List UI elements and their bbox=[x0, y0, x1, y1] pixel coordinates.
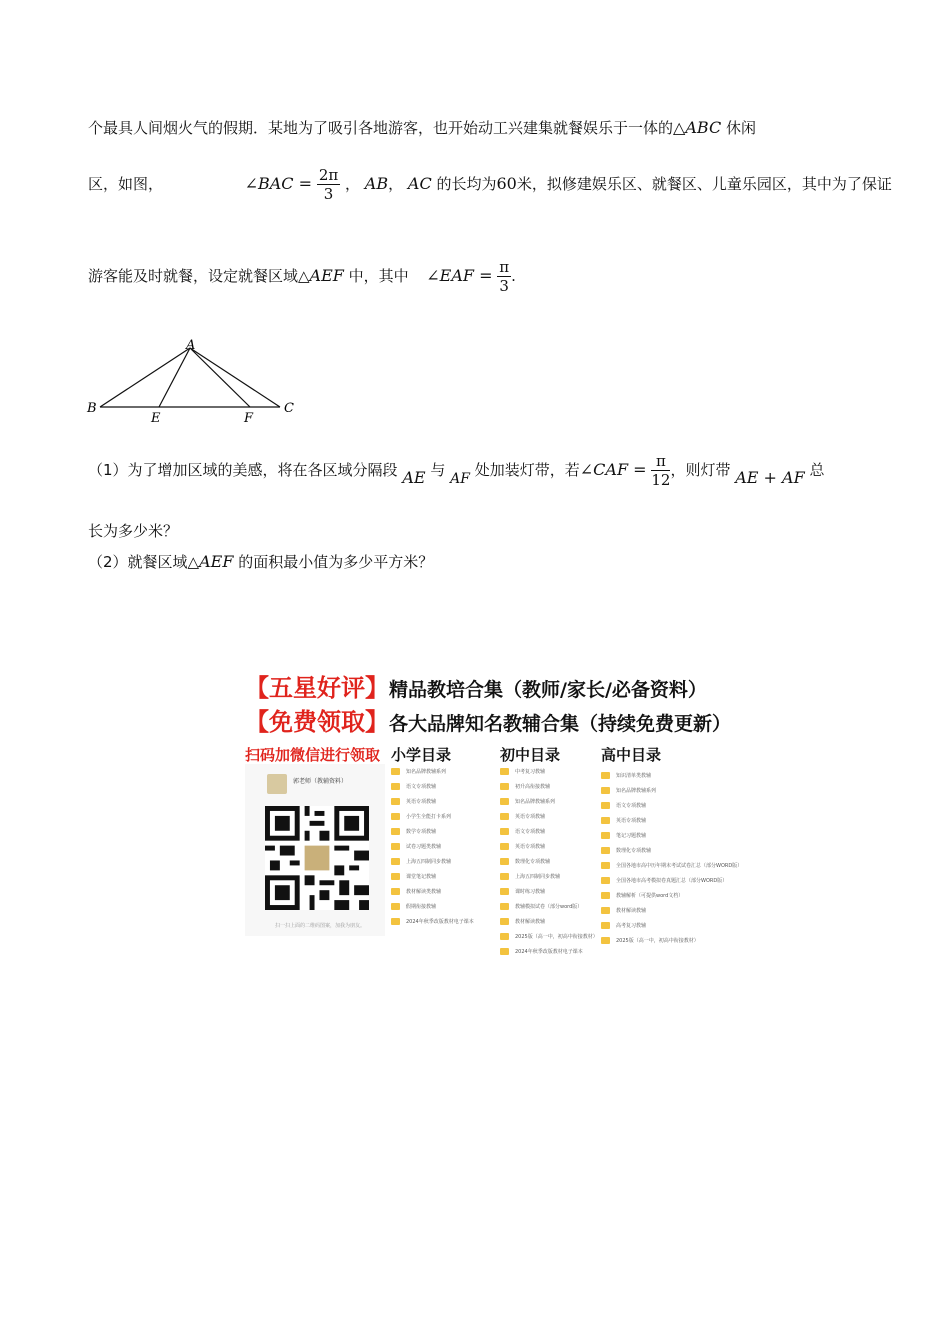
ad-col2-list bbox=[500, 764, 598, 959]
folder-icon bbox=[601, 772, 610, 779]
question-1-continued: 长为多少米？ bbox=[88, 522, 179, 540]
fraction-2pi-3: $\frac{2\pi}{3}$ bbox=[318, 166, 339, 203]
folder-item[interactable]: 教辅模拟试卷（部分word版） bbox=[500, 899, 595, 914]
folder-icon bbox=[500, 813, 509, 820]
folder-icon bbox=[391, 858, 400, 865]
folder-item[interactable]: 知名品牌教辅系列 bbox=[500, 794, 595, 809]
folder-icon bbox=[500, 948, 509, 955]
folder-item[interactable]: 教辅解析（可提供word文档） bbox=[601, 888, 706, 903]
folder-icon bbox=[601, 787, 610, 794]
folder-icon bbox=[500, 843, 509, 850]
avatar bbox=[267, 774, 287, 794]
folder-icon bbox=[391, 918, 400, 925]
folder-icon bbox=[500, 888, 509, 895]
ad-col1-title: 小学目录 bbox=[391, 746, 452, 764]
segment-af bbox=[190, 348, 250, 407]
folder-item[interactable]: 2024年秋季改版教材电子课本 bbox=[391, 914, 491, 929]
folder-icon bbox=[500, 933, 509, 940]
folder-item[interactable]: 初升高衔接教辅 bbox=[500, 779, 595, 794]
wechat-card bbox=[245, 764, 385, 936]
folder-item[interactable]: 教材解读教辅 bbox=[500, 914, 595, 929]
folder-item[interactable]: 知名品牌教辅系列 bbox=[391, 764, 491, 779]
folder-icon bbox=[601, 907, 610, 914]
folder-item[interactable]: 英语专项教辅 bbox=[500, 809, 595, 824]
folder-item[interactable]: 全国各地市高中历年期末考试试卷汇总（部分WORD版） bbox=[601, 858, 706, 873]
folder-icon bbox=[601, 802, 610, 809]
folder-item[interactable]: 2025版（高一中，初高中衔接教材） bbox=[601, 933, 706, 948]
folder-item[interactable]: 知名品牌教辅系列 bbox=[601, 783, 706, 798]
folder-item[interactable]: 全国各地市高考模拟卷真题汇总（部分WORD版） bbox=[601, 873, 706, 888]
qr-caption: 扫一扫上面的二维码图案，加我为朋友。 bbox=[275, 923, 366, 929]
folder-icon bbox=[391, 798, 400, 805]
angle-caf: ∠CAF = bbox=[579, 460, 647, 479]
folder-icon bbox=[601, 922, 610, 929]
side-ab bbox=[100, 348, 190, 407]
folder-icon bbox=[500, 903, 509, 910]
folder-item[interactable]: 课时练习教辅 bbox=[500, 884, 595, 899]
folder-item[interactable]: 语文专项教辅 bbox=[601, 798, 706, 813]
angle-eaf: ∠EAF = bbox=[426, 266, 493, 285]
folder-item[interactable]: 中考复习教辅 bbox=[500, 764, 595, 779]
qr-code-icon[interactable] bbox=[265, 806, 369, 910]
problem-line-2: 区，如图， ∠BAC = $\frac{2\pi}{3}$ ， AB， AC 的长均为60米，拟修建娱乐区、就餐区、儿童乐园区，其中为了保证 bbox=[88, 166, 892, 203]
folder-icon bbox=[601, 877, 610, 884]
label-f: F bbox=[244, 411, 254, 426]
folder-icon bbox=[391, 783, 400, 790]
teacher-name: 郭老师（教辅资料） bbox=[293, 778, 348, 785]
folder-icon bbox=[601, 862, 610, 869]
folder-icon bbox=[601, 847, 610, 854]
folder-item[interactable]: 笔记习题教辅 bbox=[601, 828, 706, 843]
folder-icon bbox=[391, 843, 400, 850]
folder-icon bbox=[391, 903, 400, 910]
folder-item[interactable]: 假期衔接教辅 bbox=[391, 899, 491, 914]
folder-item[interactable]: 英语专项教辅 bbox=[601, 813, 706, 828]
folder-item[interactable]: 课堂笔记教辅 bbox=[391, 869, 491, 884]
label-b: B bbox=[87, 401, 97, 416]
question-1: （1）为了增加区域的美感，将在各区域分隔段 AE 与 AF 处加装灯带，若∠CAF = $\frac{\pi}{12}$ ，则灯带 AE + AF 总 bbox=[88, 452, 825, 489]
ad-scan-text: 扫码加微信进行领取 bbox=[245, 746, 381, 764]
folder-icon bbox=[391, 888, 400, 895]
folder-item[interactable]: 教材解读教辅 bbox=[601, 903, 706, 918]
ad-row-2: 【免费领取】各大品牌知名教辅合集（持续免费更新） bbox=[245, 708, 732, 736]
problem-line-3: 游客能及时就餐，设定就餐区域△AEF 中，其中 ∠EAF = $\frac{\pi}{3}$ . bbox=[88, 258, 516, 295]
folder-icon bbox=[391, 768, 400, 775]
ad-col3-list bbox=[601, 768, 743, 948]
folder-item[interactable]: 试卷习题类教辅 bbox=[391, 839, 491, 854]
folder-icon bbox=[601, 817, 610, 824]
folder-icon bbox=[601, 892, 610, 899]
folder-item[interactable]: 上海五四制同步教辅 bbox=[500, 869, 595, 884]
folder-item[interactable]: 2025版（高一中，初高中衔接教材） bbox=[500, 929, 595, 944]
folder-item[interactable]: 数理化专项教辅 bbox=[500, 854, 595, 869]
folder-item[interactable]: 语文专项教辅 bbox=[391, 779, 491, 794]
segment-ae bbox=[159, 348, 190, 407]
problem-line-1: 个最具人间烟火气的假期．某地为了吸引各地游客，也开始动工兴建集就餐娱乐于一体的△ABC 休闲 bbox=[88, 118, 756, 137]
folder-item[interactable]: 知识清单类教辅 bbox=[601, 768, 706, 783]
triangle-figure bbox=[80, 335, 310, 430]
folder-icon bbox=[500, 798, 509, 805]
folder-item[interactable]: 英语专项教辅 bbox=[391, 794, 491, 809]
folder-icon bbox=[500, 783, 509, 790]
label-c: C bbox=[284, 401, 294, 416]
folder-icon bbox=[500, 858, 509, 865]
ad-col1-list bbox=[391, 764, 491, 929]
folder-icon bbox=[601, 937, 610, 944]
folder-item[interactable]: 语文专项教辅 bbox=[500, 824, 595, 839]
folder-item[interactable]: 小学生全能打卡系列 bbox=[391, 809, 491, 824]
folder-item[interactable]: 高考复习教辅 bbox=[601, 918, 706, 933]
folder-icon bbox=[391, 873, 400, 880]
folder-icon bbox=[391, 813, 400, 820]
folder-icon bbox=[601, 832, 610, 839]
ad-row-1: 【五星好评】精品教培合集（教师/家长/必备资料） bbox=[245, 674, 707, 702]
folder-icon bbox=[500, 918, 509, 925]
folder-icon bbox=[391, 828, 400, 835]
ad-col3-title: 高中目录 bbox=[601, 746, 662, 764]
fraction-pi-12: $\frac{\pi}{12}$ bbox=[651, 452, 671, 489]
angle-bac: ∠BAC = bbox=[244, 174, 313, 193]
folder-icon bbox=[500, 873, 509, 880]
folder-icon bbox=[500, 768, 509, 775]
folder-item[interactable]: 教材解读类教辅 bbox=[391, 884, 491, 899]
ad-col2-title: 初中目录 bbox=[500, 746, 561, 764]
question-2: （2）就餐区域△AEF 的面积最小值为多少平方米？ bbox=[88, 552, 434, 571]
folder-item[interactable]: 2024年秋季改版教材电子课本 bbox=[500, 944, 595, 959]
fraction-pi-3: $\frac{\pi}{3}$ bbox=[499, 258, 510, 295]
triangle-abc: ABC bbox=[685, 118, 722, 137]
folder-item[interactable]: 英语专项教辅 bbox=[500, 839, 595, 854]
label-a: A bbox=[186, 338, 196, 353]
folder-item[interactable]: 数理化专项教辅 bbox=[601, 843, 706, 858]
folder-item[interactable]: 上海五四制同步教辅 bbox=[391, 854, 491, 869]
folder-item[interactable]: 数学专项教辅 bbox=[391, 824, 491, 839]
ad-banner[interactable] bbox=[245, 668, 743, 955]
side-ac bbox=[190, 348, 280, 407]
label-e: E bbox=[151, 411, 161, 426]
folder-icon bbox=[500, 828, 509, 835]
